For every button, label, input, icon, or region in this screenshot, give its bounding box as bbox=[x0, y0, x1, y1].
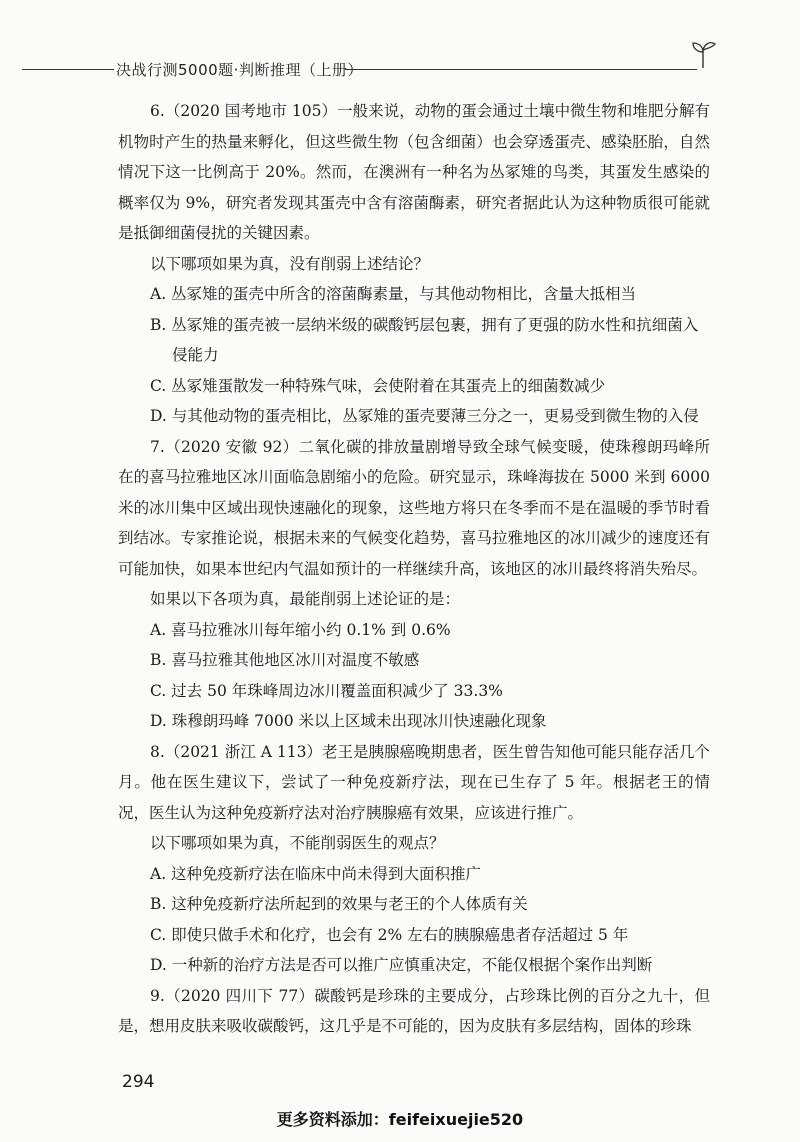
option-text: A. 喜马拉雅冰川每年缩小约 0.1% 到 0.6% bbox=[150, 620, 451, 639]
page-number: 294 bbox=[122, 1072, 155, 1092]
option-text: C. 即使只做手术和化疗，也会有 2% 左右的胰腺癌患者存活超过 5 年 bbox=[150, 925, 629, 944]
question-7-stem: 如果以下各项为真，最能削弱上述论证的是： bbox=[150, 590, 461, 608]
question-9-text: 9.（2020 四川下 77）碳酸钙是珍珠的主要成分，占珍珠比例的百分之九十，但是，想用皮肤来吸收碳酸钙，这几乎是不可能的，因为皮肤有多层结构，固体的珍珠 bbox=[118, 986, 710, 1035]
option-text: A. 这种免疫新疗法在临床中尚未得到大面积推广 bbox=[150, 864, 482, 883]
header-rule-right bbox=[345, 69, 697, 70]
sprout-icon bbox=[688, 38, 718, 70]
question-6-option-a bbox=[118, 279, 710, 310]
running-header bbox=[0, 56, 800, 82]
option-text: C. 丛冢雉蛋散发一种特殊气味，会使附着在其蛋壳上的细菌数减少 bbox=[150, 376, 606, 395]
question-8-option-d bbox=[118, 950, 710, 981]
question-6-text: 6.（2020 国考地市 105）一般来说，动物的蛋会通过土壤中微生物和堆肥分解有机物时产生的热量来孵化，但这些微生物（包含细菌）也会穿透蛋壳、感染胚胎，自然情况下这一比例高于 20%。然而，在澳洲有一种名为丛冢雉的鸟类，其蛋发生感染的概率仅为 9%，研究者发现其蛋壳中含有溶菌酶素，研究者据此认为这种物质很可能就是抵御细菌侵扰的关键因素。 bbox=[118, 102, 710, 242]
question-6-stem: 以下哪项如果为真，没有削弱上述结论？ bbox=[150, 254, 430, 273]
header-rule-left bbox=[22, 69, 114, 70]
question-7-text: 7.（2020 安徽 92）二氧化碳的排放量剧增导致全球气候变暖，使珠穆朗玛峰所在的喜马拉雅地区冰川面临急剧缩小的危险。研究显示，珠峰海拔在 5000 米到 6000 米的冰川集中区域出现快速融化的现象，这些地方将只在冬季而不是在温暖的季节时看到结冰。专家推论说，根据未来的气候变化趋势，喜马拉雅地区的冰川减少的速度还有可能加快，如果本世纪内气温如预计的一样继续升高，该地区的冰川最终将消失殆尽。 bbox=[118, 437, 710, 578]
question-8-stem: 以下哪项如果为真，不能削弱医生的观点？ bbox=[150, 834, 445, 852]
question-6-option-d bbox=[118, 401, 710, 432]
question-7-option-d bbox=[118, 706, 710, 737]
question-8-option-a bbox=[118, 859, 710, 890]
book-title: 决战行测5000题·判断推理（上册） bbox=[116, 61, 363, 79]
option-text: D. 珠穆朗玛峰 7000 米以上区域未出现冰川快速融化现象 bbox=[150, 712, 547, 730]
question-7-option-a bbox=[118, 615, 710, 646]
option-text: C. 过去 50 年珠峰周边冰川覆盖面积减少了 33.3% bbox=[150, 681, 503, 700]
question-8-text: 8.（2021 浙江 A 113）老王是胰腺癌晚期患者，医生曾告知他可能只能存活几个月。他在医生建议下，尝试了一种免疫新疗法，现在已生存了 5 年。根据老王的情况，医生认为这种免疫新疗法对治疗胰腺癌有效果，应该进行推广。 bbox=[118, 742, 710, 822]
option-text: D. 一种新的治疗方法是否可以推广应慎重决定，不能仅根据个案作出判断 bbox=[150, 956, 653, 974]
option-text-continued: 侵能力 bbox=[172, 346, 219, 364]
question-8-option-b bbox=[118, 889, 710, 920]
question-6-option-b bbox=[118, 310, 710, 371]
option-text: B. 喜马拉雅其他地区冰川对温度不敏感 bbox=[150, 651, 420, 669]
question-7-option-b bbox=[118, 645, 710, 676]
option-text: A. 丛冢雉的蛋壳中所含的溶菌酶素量，与其他动物相比，含量大抵相当 bbox=[150, 285, 637, 303]
page-content bbox=[118, 96, 710, 1042]
option-text: D. 与其他动物的蛋壳相比，丛冢雉的蛋壳要薄三分之一，更易受到微生物的入侵 bbox=[150, 407, 699, 425]
question-8-option-c bbox=[118, 920, 710, 951]
option-text: B. 这种免疫新疗法所起到的效果与老王的个人体质有关 bbox=[150, 895, 528, 913]
footer-note: 更多资料添加：feifeixuejie520 bbox=[276, 1110, 524, 1129]
option-text: B. 丛冢雉的蛋壳被一层纳米级的碳酸钙层包裹，拥有了更强的防水性和抗细菌入 bbox=[150, 315, 699, 334]
question-6-option-c bbox=[118, 371, 710, 402]
question-7-option-c bbox=[118, 676, 710, 707]
